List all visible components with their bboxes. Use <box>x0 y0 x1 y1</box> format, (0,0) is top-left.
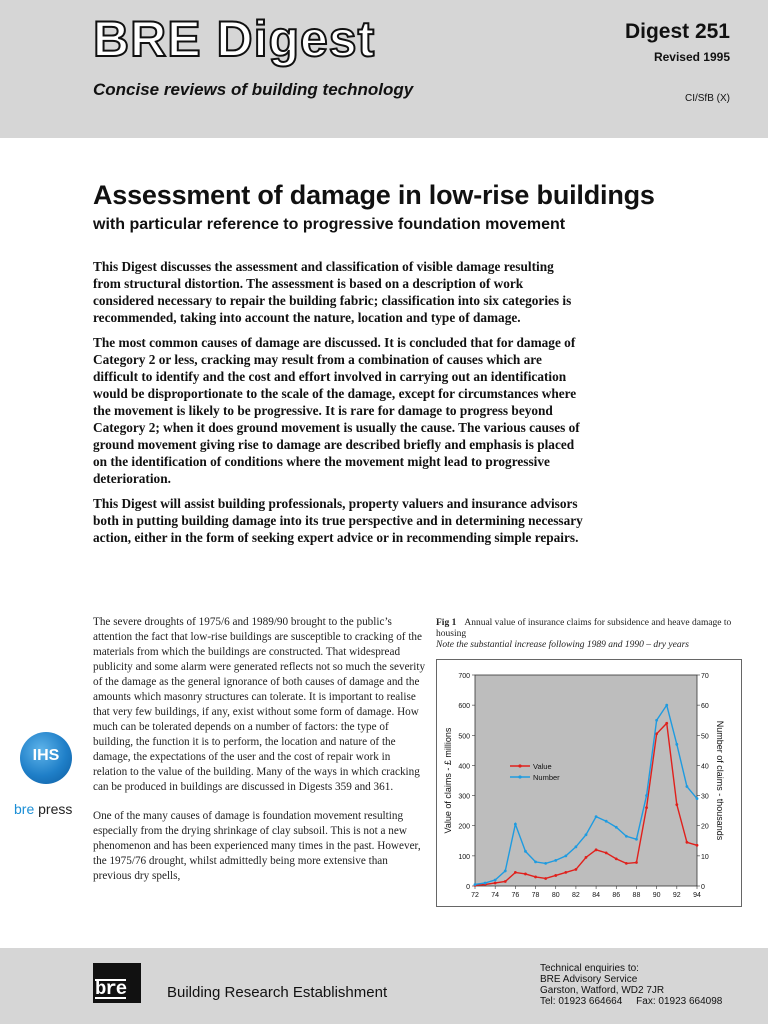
data-point-number <box>655 719 658 722</box>
x-tick-label: 92 <box>672 892 681 899</box>
y2-tick-label: 50 <box>701 733 709 741</box>
y-tick-label: 300 <box>458 793 470 801</box>
y2-tick-label: 10 <box>701 853 709 861</box>
data-point-value <box>494 882 497 885</box>
data-point-number <box>665 704 668 707</box>
figure-note: Note the substantial increase following 1989 and 1990 – dry years <box>436 640 689 650</box>
data-point-number <box>675 743 678 746</box>
contact-line: Tel: 01923 664664 Fax: 01923 664098 <box>540 996 723 1007</box>
figure-number: Fig 1 <box>436 618 457 628</box>
x-tick-label: 82 <box>572 892 580 899</box>
data-point-number <box>524 850 527 853</box>
data-point-number <box>585 833 588 836</box>
data-point-number <box>544 862 547 865</box>
y-tick-label: 500 <box>458 733 470 741</box>
digest-number: Digest 251 <box>624 20 730 43</box>
y2-tick-label: 0 <box>701 884 705 891</box>
data-point-value <box>615 857 618 860</box>
data-point-value <box>514 871 517 874</box>
y2-tick-label: 40 <box>701 763 709 771</box>
data-point-number <box>635 838 638 841</box>
y2-tick-label: 30 <box>701 793 709 801</box>
y2-tick-label: 60 <box>701 703 709 711</box>
x-tick-label: 94 <box>693 892 701 899</box>
y2-tick-label: 20 <box>701 823 709 831</box>
data-point-number <box>504 870 507 873</box>
x-tick-label: 74 <box>491 892 500 899</box>
data-point-value <box>595 848 598 851</box>
summary <box>93 258 583 554</box>
x-tick-label: 80 <box>551 892 560 899</box>
summary-paragraph: This Digest will assist building professionals, property valuers and insurance advisors both in putting building damage into its true perspective and in determining necessary action, either in the form of seeking expert advice or in recommending simple repairs. <box>93 496 583 545</box>
legend-label-value: Value <box>533 762 552 771</box>
data-point-value <box>554 874 557 877</box>
data-point-number <box>534 860 537 863</box>
data-point-value <box>605 851 608 854</box>
ihs-logo-text: IHS <box>32 747 60 764</box>
y2-axis-title: Number of claims - thousands <box>715 720 725 841</box>
bre-logo <box>93 963 141 1003</box>
claims-chart <box>437 660 743 908</box>
organisation-name: Building Research Establishment <box>167 984 388 1001</box>
y-tick-label: 100 <box>458 853 470 861</box>
data-point-value <box>625 862 628 865</box>
data-point-number <box>625 835 628 838</box>
x-tick-label: 76 <box>511 892 520 899</box>
y-tick-label: 600 <box>458 703 470 711</box>
data-point-value <box>544 877 547 880</box>
data-point-value <box>686 841 689 844</box>
x-tick-label: 72 <box>471 892 479 899</box>
body-paragraph: One of the many causes of damage is foundation movement resulting especially from the drying shrinkage of clay subsoil. This is not a new phenomenon and has been experienced many times in the past. However, the 1975/76 drought, whilst admittedly being more extensive than previous dry spells, <box>93 810 421 882</box>
figure-caption <box>436 618 756 651</box>
y-tick-label: 400 <box>458 763 470 771</box>
x-tick-label: 90 <box>652 892 661 899</box>
legend-marker-value <box>518 764 521 767</box>
data-point-number <box>696 797 699 800</box>
data-point-number <box>595 815 598 818</box>
body-text <box>93 615 427 898</box>
data-point-value <box>645 806 648 809</box>
data-point-number <box>564 854 567 857</box>
data-point-number <box>494 879 497 882</box>
revised-date: Revised 1995 <box>653 50 730 64</box>
brand-title: BRE Digest <box>93 11 376 67</box>
data-point-number <box>645 794 648 797</box>
x-tick-label: 88 <box>632 892 641 899</box>
data-point-number <box>554 859 557 862</box>
data-point-number <box>605 820 608 823</box>
legend-marker-number <box>518 775 521 778</box>
data-point-value <box>564 871 567 874</box>
y-tick-label: 200 <box>458 823 470 831</box>
contact-details <box>540 963 722 1007</box>
summary-paragraph: This Digest discusses the assessment and classification of visible damage resulting from structural distortion. The assessment is based on a description of work considered necessary to repair the building fabric; classification into six categories is recommended, taking into account the nature, location and type of damage. <box>93 259 572 325</box>
bre-press-logo <box>14 801 72 817</box>
data-point-value <box>524 873 527 876</box>
y-tick-label: 700 <box>458 673 470 680</box>
y-axis-title: Value of claims - £ millions <box>443 727 453 834</box>
contact-line: Garston, Watford, WD2 7JR <box>540 985 665 996</box>
bre-press-logo-press: press <box>38 801 73 817</box>
x-tick-label: 86 <box>612 892 621 899</box>
figure-caption-text: Annual value of insurance claims for subsidence and heave damage to housing <box>436 618 732 639</box>
x-tick-label: 84 <box>592 892 600 899</box>
data-point-value <box>575 868 578 871</box>
ihs-logo <box>20 732 72 784</box>
data-point-value <box>696 844 699 847</box>
tagline: Concise reviews of building technology <box>93 80 414 99</box>
data-point-number <box>615 826 618 829</box>
figure-chart-frame <box>436 659 742 907</box>
y2-tick-label: 70 <box>701 673 709 680</box>
page-subtitle: with particular reference to progressive foundation movement <box>93 216 566 233</box>
data-point-number <box>514 823 517 826</box>
bre-logo-text: bre <box>95 978 127 1000</box>
data-point-number <box>474 883 477 886</box>
page-title: Assessment of damage in low-rise buildings <box>93 180 655 210</box>
bre-press-logo-bre: bre <box>14 801 35 817</box>
body-paragraph: The severe droughts of 1975/6 and 1989/90 brought to the public’s attention the fact that low-rise buildings are susceptible to cracking of the materials from which the buildings are constructed. That widespread publicity and some alarm were generated reflects not so much the severity of the damage as the general ignorance of both causes of damage and the amounts which masonry structures can tolerate. It is important to realise that very few buildings, if any, exist without some form of damage. How much can be tolerated depends on a number of factors: the type of building, the function it is to perform, the location and nature of the damage, the expectations of the user and the cost of repair work in relation to the value of the building. Many of the ways in which cracking can be produced in buildings are discussed in Digests 359 and 361. <box>93 616 426 793</box>
data-point-value <box>504 880 507 883</box>
data-point-value <box>675 803 678 806</box>
y-tick-label: 0 <box>466 884 470 891</box>
contact-line: Technical enquiries to: <box>540 963 639 974</box>
data-point-value <box>665 722 668 725</box>
summary-paragraph: The most common causes of damage are discussed. It is concluded that for damage of Category 2 or less, cracking may result from a combination of causes which are difficult to identify and the cost and effort involved in carrying out an identification would be disproportionate to the scale of the damage, except for circumstances where the movement is likely to be progressive. It is rare for damage to progress beyond Category 2; when it does ground movement is usually the cause. The various causes of ground movement giving rise to damage are described briefly and emphasis is placed on the identification of conditions where the movement might lead to progressive deterioration. <box>93 335 580 486</box>
data-point-number <box>686 785 689 788</box>
legend-label-number: Number <box>533 773 560 782</box>
classification-code: CI/SfB (X) <box>684 93 730 104</box>
data-point-number <box>575 845 578 848</box>
contact-line: BRE Advisory Service <box>540 974 638 985</box>
data-point-value <box>635 861 638 864</box>
data-point-value <box>534 876 537 879</box>
data-point-value <box>585 856 588 859</box>
x-tick-label: 78 <box>531 892 540 899</box>
data-point-number <box>484 882 487 885</box>
